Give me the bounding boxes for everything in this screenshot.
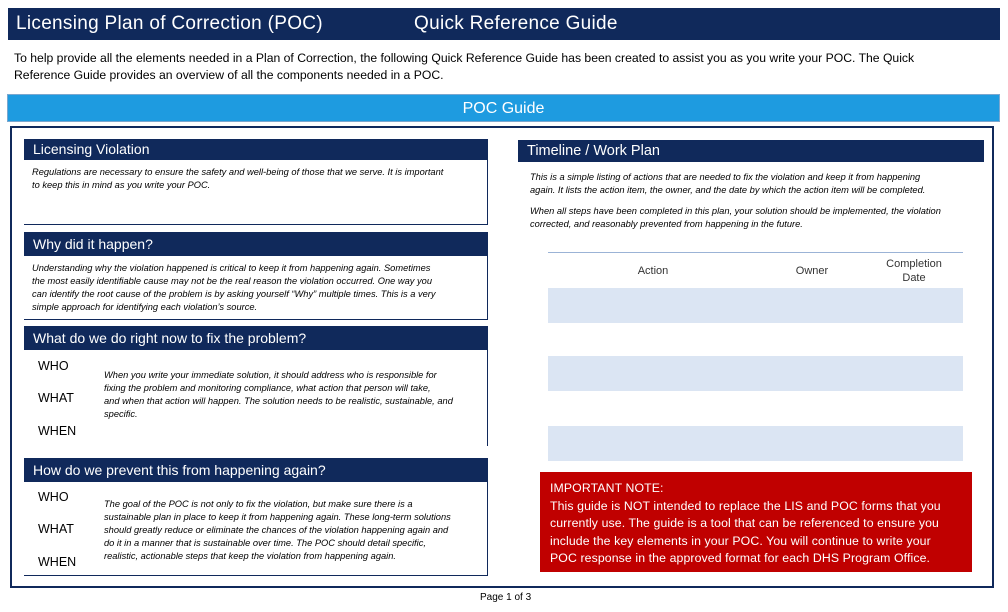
timeline-para2	[530, 205, 982, 231]
section-header-fix: What do we do right now to fix the problem?	[24, 326, 488, 350]
table-header-action: Action	[637, 265, 669, 277]
header-right-title: Quick Reference Guide	[414, 13, 618, 34]
fix-label-when: WHEN	[38, 424, 77, 438]
timeline-line: again. It lists the action item, the owner, and the date by which the action item will be completed.	[530, 185, 926, 195]
table-header-owner: Owner	[795, 265, 829, 277]
table-row	[548, 288, 963, 323]
poc-guide-bar: POC Guide	[7, 94, 1000, 122]
why-line: can identify the root cause of the problem is by asking yourself “Why” multiple times. This is a very	[32, 289, 436, 299]
prevent-line: The goal of the POC is not only to fix the violation, but make sure there is a	[104, 499, 413, 509]
fix-line: When you write your immediate solution, it should address who is responsible for	[104, 370, 437, 380]
violation-line: Regulations are necessary to ensure the safety and well-being of those that we serve. It is important	[32, 167, 444, 177]
why-line: simple approach for identifying each violation’s source.	[32, 302, 258, 312]
fix-line: and when that action will happen. The solution needs to be realistic, sustainable, and	[104, 396, 453, 406]
section-header-why: Why did it happen?	[24, 232, 488, 256]
table-header-completion-date	[868, 257, 960, 285]
prevent-text	[104, 498, 487, 563]
why-line: the most easily identifiable cause may not be the real reason the violation occurred. One way you	[32, 276, 432, 286]
table-row	[548, 356, 963, 391]
note-line: IMPORTANT NOTE:	[550, 481, 664, 495]
violation-line: to keep this in mind as you write your POC.	[32, 180, 211, 190]
prevent-line: realistic, actionable steps that keep the violation from happening again.	[104, 551, 397, 561]
timeline-line: This is a simple listing of actions that are needed to fix the violation and keep it from happening	[530, 172, 921, 182]
intro-line: Reference Guide provides an overview of all the components needed in a POC.	[14, 68, 444, 82]
prevent-label-when: WHEN	[38, 555, 77, 569]
section-header-violation: Licensing Violation	[24, 139, 488, 160]
intro-line: To help provide all the elements needed in a Plan of Correction, the following Quick Reference Guide has been created to assist you as you write your POC. The Quick	[14, 51, 915, 65]
prevent-label-what: WHAT	[38, 522, 74, 536]
prevent-line: should greatly reduce or eliminate the chances of the violation happening again and	[104, 525, 449, 535]
prevent-label-who: WHO	[38, 490, 69, 504]
table-top-rule	[548, 252, 963, 253]
table-header-date-line: Date	[902, 272, 926, 284]
header-left-title: Licensing Plan of Correction (POC)	[16, 13, 323, 34]
why-text	[32, 262, 487, 314]
header-bar	[8, 8, 1000, 40]
prevent-line: do it in a manner that is sustainable over time. The POC should detail specific,	[104, 538, 426, 548]
fix-label-what: WHAT	[38, 391, 74, 405]
timeline-para1	[530, 171, 982, 197]
intro-paragraph	[14, 50, 984, 84]
important-note-box	[540, 472, 972, 572]
timeline-line: When all steps have been completed in this plan, your solution should be implemented, the violation	[530, 206, 941, 216]
prevent-line: sustainable plan in place to keep it from happening again. These long-term solutions	[104, 512, 451, 522]
fix-line: fixing the problem and monitoring compliance, what action that person will take,	[104, 383, 431, 393]
section-header-prevent: How do we prevent this from happening again?	[24, 458, 488, 482]
table-header-date-line: Completion	[886, 258, 942, 270]
timeline-line: corrected, and reasonably prevented from happening in the future.	[530, 219, 803, 229]
note-line: currently use. The guide is a tool that can be referenced to ensure you	[550, 516, 939, 530]
page-number: Page 1 of 3	[480, 592, 532, 603]
note-line: include the key elements in your POC. You will continue to write your	[550, 533, 931, 548]
fix-text	[104, 369, 487, 421]
note-line: POC response in the approved format for each DHS Program Office.	[550, 551, 931, 565]
fix-line: specific.	[104, 409, 138, 419]
note-line: This guide is NOT intended to replace the LIS and POC forms that you	[550, 498, 941, 513]
section-header-timeline: Timeline / Work Plan	[518, 140, 984, 162]
violation-text	[32, 166, 487, 192]
fix-label-who: WHO	[38, 359, 69, 373]
table-row	[548, 426, 963, 461]
why-line: Understanding why the violation happened is critical to keep it from happening again. Sometimes	[32, 263, 431, 273]
